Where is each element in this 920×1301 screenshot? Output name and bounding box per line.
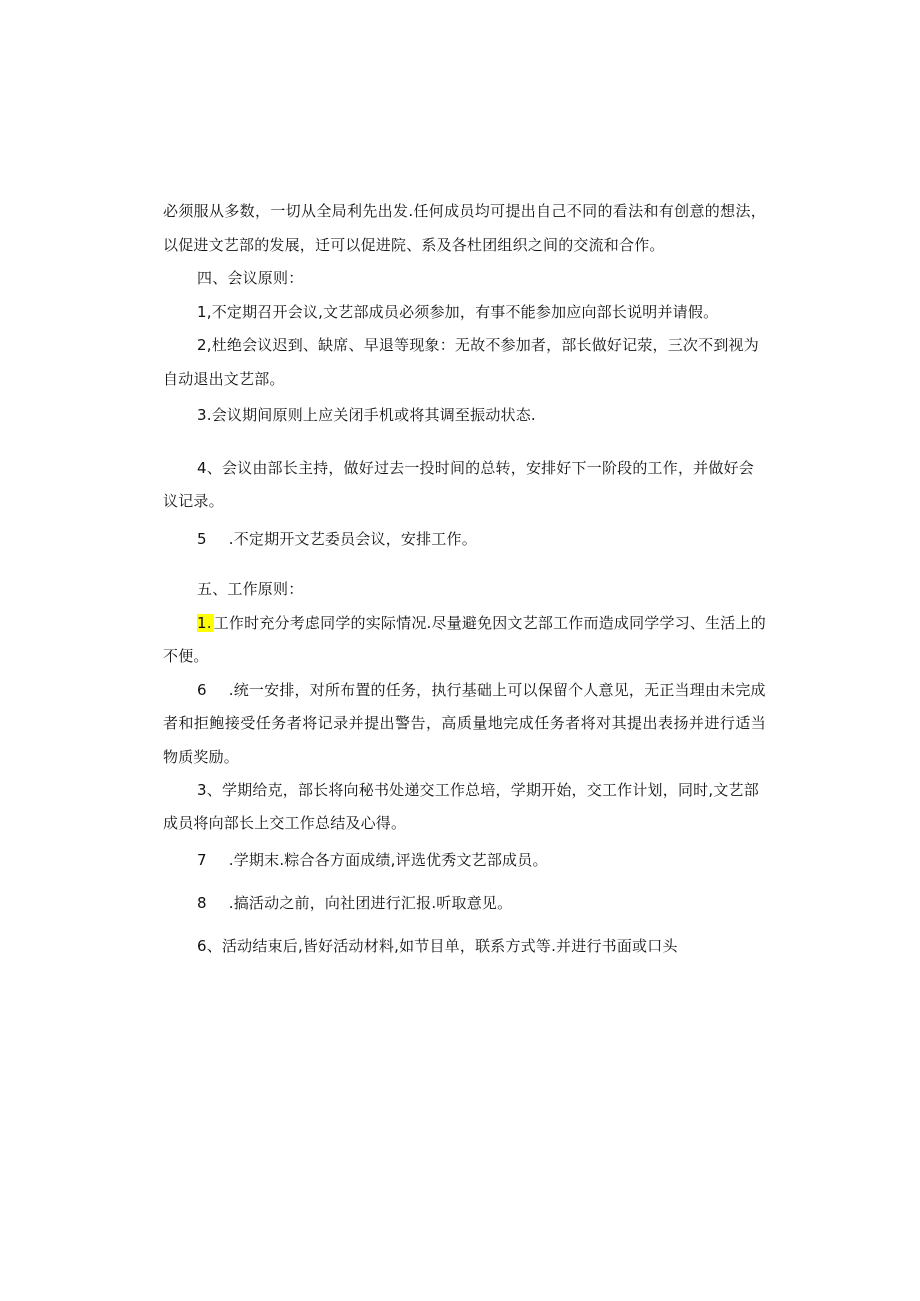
paragraph-line: 以促进文艺部的发展，迁可以促进院、系及各杜团组织之间的交流和合作。 (163, 236, 665, 254)
paragraph-line: 必须服从多数，一切从全局利先出发.任何成员均可提出自己不同的看法和有创意的想法， (163, 202, 766, 220)
item-number: 5 (197, 530, 207, 548)
list-item: 3、学期给克，部长将向秘书处递交工作总培，学期开始，交工作计划，同时,文艺部 (197, 781, 759, 799)
highlighted-item-number: 1. (197, 614, 212, 632)
list-item: 6、活动结束后,皆好活动材料,如节目单，联系方式等.并进行书面或口头 (197, 937, 678, 955)
item-text: .不定期开文艺委员会议，安排工作。 (228, 530, 477, 548)
list-item (197, 613, 766, 633)
list-item (197, 850, 548, 870)
section-heading: 四、会议原则： (197, 269, 304, 287)
list-item-continuation: 成员将向部长上交工作总结及心得。 (163, 814, 407, 832)
list-item (197, 680, 766, 700)
list-item-continuation: 不便。 (163, 647, 209, 665)
item-text: .统一安排，对所布置的任务，执行基础上可以保留个人意见，无正当理由未完成 (228, 681, 766, 699)
list-item-continuation: 议记录。 (163, 492, 224, 510)
list-item (197, 529, 477, 549)
list-item: 3.会议期间原则上应关闭手机或将其调至振动状态. (197, 406, 536, 424)
list-item: 1,不定期召开会议,文艺部成员必须参加，有事不能参加应向部长说明并请假。 (197, 303, 719, 321)
item-text: .学期末.粽合各方面成绩,评选优秀文艺部成员。 (228, 851, 548, 869)
item-number: 6 (197, 681, 207, 699)
section-heading: 五、工作原则： (197, 580, 304, 598)
list-item: 4、会议由部长主持，做好过去一投时间的总转，安排好下一阶段的工作，并做好会 (197, 459, 754, 477)
item-number: 7 (197, 851, 207, 869)
list-item-continuation: 者和拒鲍接受任务者将记录并提出警告，高质量地完成任务者将对其提出表扬并进行适当 (163, 714, 766, 732)
item-text: .搞活动之前，向社团进行汇报.听取意见。 (228, 894, 513, 912)
list-item (197, 893, 512, 913)
list-item-continuation: 自动退出文艺部。 (163, 370, 285, 388)
list-item-continuation: 物质奖励。 (163, 748, 240, 766)
item-number: 8 (197, 894, 207, 912)
list-item: 2,杜绝会议迟到、缺席、早退等现象：无故不参加者，部长做好记荥，三次不到视为 (197, 336, 759, 354)
item-text: 工作时充分考虑同学的实际情况.尽量避免因文艺部工作而造成同学学习、生活上的 (213, 614, 766, 632)
